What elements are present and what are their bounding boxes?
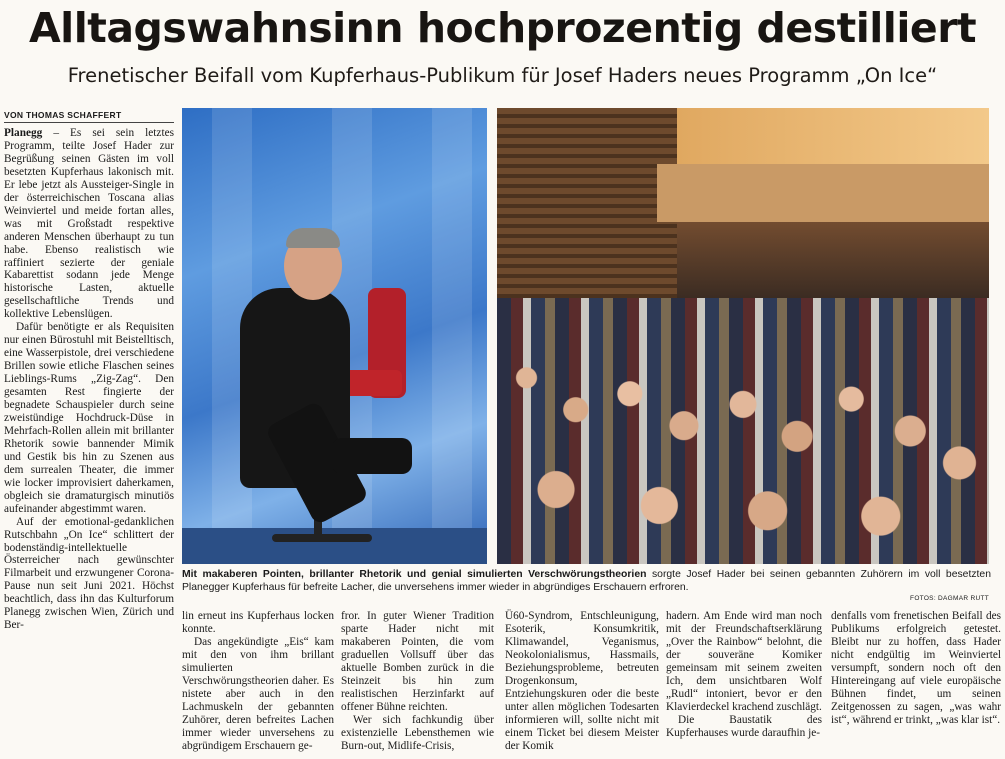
audience-crowd — [497, 298, 989, 564]
paragraph-text: – Es sei sein letztes Programm, teilte Josef Hader zur Begrüßung seinen Gästen im voll besetzten Kupferhaus lakonisch mit. Er lebe jetzt als Aussteiger-Single in der österreichischen Toscana alias Weinviertel und meide fortan alles, was mit Großstadt respektive anderen Menschen überhaupt zu tun habe. Ebenso realistisch wie raffiniert sezierte der geniale Kabarettist sodann jede Menge historische Lasten, aktuelle gesellschaftliche Trends und kollektive Lebenslügen. — [4, 127, 174, 321]
paragraph: Ü60-Syndrom, Entschleunigung, Esoterik, Konsumkritik, Klimawandel, Veganismus, Neokolonialismus, Hassmails, Beziehungsprobleme, betreuten Drogenkonsum, Entziehungskuren oder die beste unter allen möglichen Todesarten informieren will, sollte nicht mit einem Ticket bei diesem Meister der Komik — [505, 610, 659, 752]
paragraph: Auf der emotional-gedanklichen Rutschbahn „On Ice“ schlittert der bodenständig-intellektuelle Österreicher nach gewünschter Filmarbeit und erzwungener Corona-Pause nun seit Juni 2021. Höchst beachtlich, dass ihn das Kulturforum Planegg zwischen Wien, Zürich und Ber- — [4, 515, 174, 632]
performer-photo — [182, 108, 487, 564]
paragraph — [4, 127, 174, 321]
curtain-fold — [432, 108, 472, 564]
photo-caption — [182, 569, 991, 594]
article-column-3 — [341, 610, 494, 752]
paragraph: denfalls vom frenetischen Beifall des Publikums erfolgreich getestet. Bleibt nur zu hoffen, dass Hader nicht endgültig im Weinviertel versumpft, sondern noch oft den Hintereingang auf viele europäische Bühnen findet, um seinen Zeitgenossen zu sagen, „was wahr ist“, während er trinkt, „was klar ist“. — [831, 610, 1001, 726]
photo-credit: FOTOS: DAGMAR RUTT — [910, 595, 989, 602]
byline: VON THOMAS SCHAFFERT — [4, 110, 122, 120]
paragraph: Dafür benötigte er als Requisiten nur einen Bürostuhl mit Beistelltisch, eine Wasserpistole, drei verschiedene Brillen sowie etliche Flaschen seines Lieblings-Rums „Zig-Zag“. Den gesamten Rest fingierte der begnadete Schauspieler durch seine zweistündige Hochdruck-Düse in Mehrfach-Rollen allein mit brillanter Rhetorik sowie bannender Mimik und Gestik bis hin zu Szenen aus dem surrealen Theater, die immer wie locker improvisiert daherkamen, obgleich sie dramaturgisch minutiös aufeinander abgestimmt waren. — [4, 321, 174, 515]
article-column-4 — [505, 610, 659, 752]
article-column-5 — [666, 610, 822, 740]
hall-wall — [497, 108, 677, 318]
hall-ceiling — [677, 108, 989, 164]
hall-balcony — [657, 164, 989, 222]
article-column-2 — [182, 610, 334, 752]
caption-bold: Mit makaberen Pointen, brillanter Rhetorik und genial simulierten Verschwörungstheorien — [182, 569, 647, 580]
byline-rule — [4, 122, 174, 123]
paragraph: Das angekündigte „Eis“ kam mit den von ihm brillant simulierten Verschwörungstheorien daher. Es nistete aber auch in den Lachmuskeln der gebannten Zuhörer, deren befreites Lachen immer wieder unversehens zu abgründigem Erschauern ge- — [182, 635, 334, 752]
subheadline: Frenetischer Beifall vom Kupferhaus-Publikum für Josef Haders neues Programm „On Ice“ — [67, 64, 938, 87]
article-column-1 — [4, 127, 174, 632]
article-column-6 — [831, 610, 1001, 727]
paragraph: hadern. Am Ende wird man noch mit der Freundschaftserklärung „Over the Rainbow“ belohnt, die der souveräne Komiker gemeinsam mit seinem zweiten Ich, dem unsichtbaren Wolf „Rudl“ intoniert, bevor er den Klavierdeckel krachend zuschlägt. — [666, 610, 822, 713]
performer-hair — [286, 228, 340, 248]
caption-text: sorgte Josef Hader bei seinen gebannten Zuhörern im voll besetzten Planegger Kupferhaus für befreite Lacher, die unversehens immer wieder in abgründiges Erschauern erfroren. — [182, 569, 991, 593]
dateline: Planegg — [4, 127, 43, 139]
paragraph: Wer sich fachkundig über existenzielle Lebensthemen wie Burn-out, Midlife-Crisis, — [341, 713, 494, 752]
paragraph: fror. In guter Wiener Tradition sparte Hader nicht mit makaberen Pointen, die vom graduellen Vollsuff über das aktuelle Bomben zurück in die Steinzeit bis hin zum realistischen Herzinfarkt auf offener Bühne reichten. — [341, 610, 494, 713]
chair-base — [272, 534, 372, 542]
headline: Alltagswahnsinn hochprozentig destilliert — [28, 4, 977, 52]
paragraph: Die Baustatik des Kupferhauses wurde daraufhin je- — [666, 713, 822, 739]
audience-photo — [497, 108, 989, 564]
paragraph: lin erneut ins Kupferhaus locken konnte. — [182, 610, 334, 635]
performer-leg — [332, 438, 412, 474]
